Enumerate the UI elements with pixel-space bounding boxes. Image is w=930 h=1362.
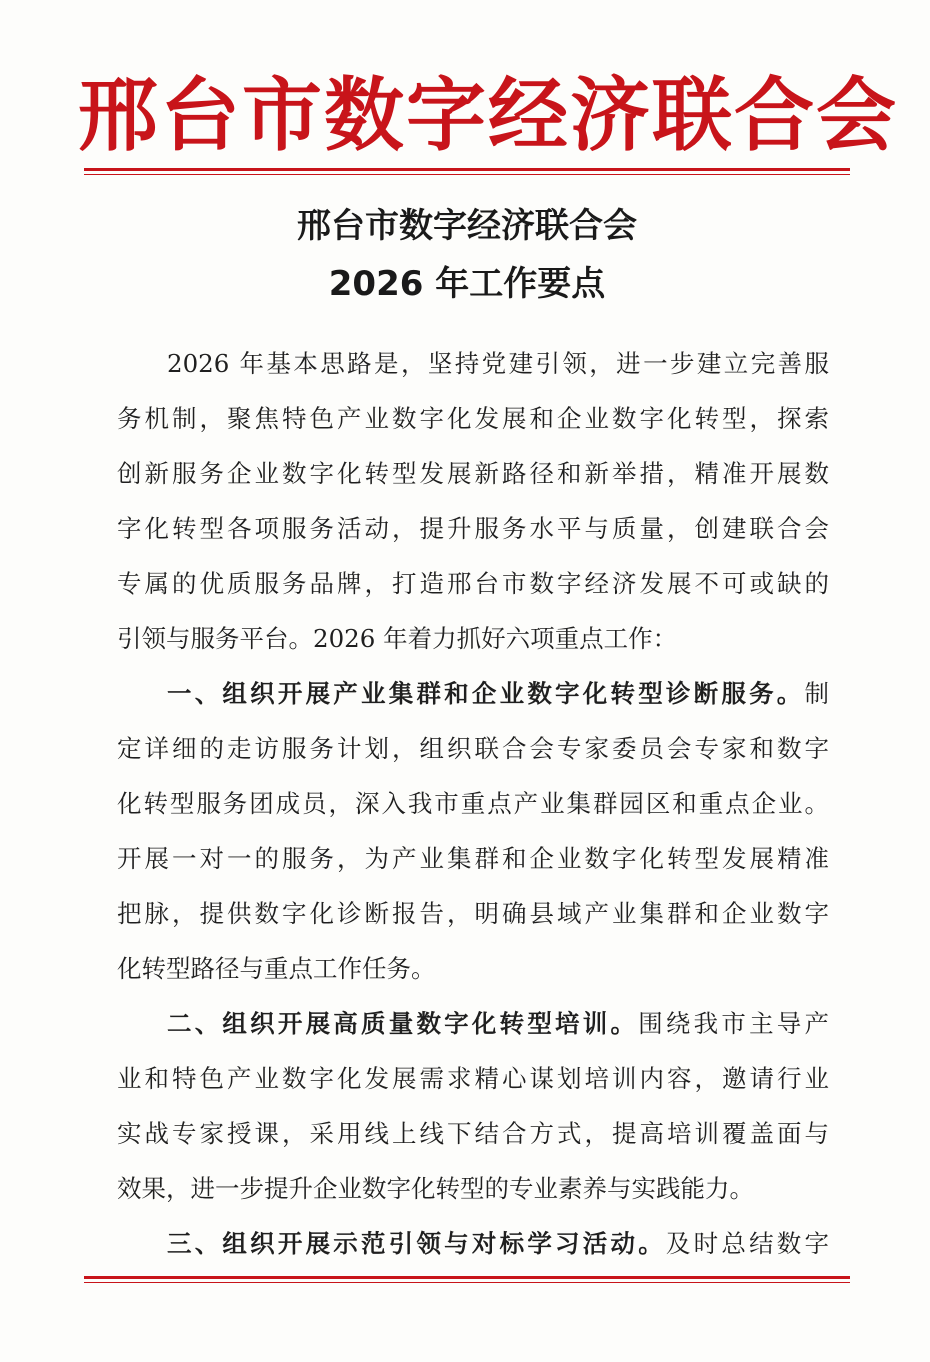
section3-heading: 三、组织开展示范引领与对标学习活动。	[167, 1229, 666, 1258]
intro-paragraph	[117, 340, 829, 670]
section1-line: 定详细的走访服务计划，组织联合会专家委员会专家和数字	[117, 734, 829, 763]
section2-line: 效果，进一步提升企业数字化转型的专业素养与实践能力。	[117, 1174, 754, 1203]
section3-first-tail: 及时总结数字	[665, 1229, 830, 1258]
intro-line: 引领与服务平台。2026 年着力抓好六项重点工作：	[117, 624, 678, 653]
intro-line: 专属的优质服务品牌，打造邢台市数字经济发展不可或缺的	[117, 569, 829, 598]
section2-line: 业和特色产业数字化发展需求精心谋划培训内容，邀请行业	[117, 1064, 829, 1093]
section3-paragraph	[117, 1220, 829, 1275]
section1-first-line	[117, 670, 829, 725]
document-title-line2: 2026 年工作要点	[328, 264, 606, 304]
section1-heading: 一、组织开展产业集群和企业数字化转型诊断服务。	[167, 679, 805, 708]
section1-line: 把脉，提供数字化诊断报告，明确县域产业集群和企业数字	[117, 899, 829, 928]
footer-divider-thin	[84, 1282, 850, 1283]
section3-first-line	[117, 1220, 829, 1275]
section1-line: 开展一对一的服务，为产业集群和企业数字化转型发展精准	[117, 844, 829, 873]
section1-line: 化转型路径与重点工作任务。	[117, 954, 436, 983]
section2-first-line	[117, 1000, 829, 1055]
intro-line: 字化转型各项服务活动，提升服务水平与质量，创建联合会	[117, 514, 829, 543]
section2-line: 实战专家授课，采用线上线下结合方式，提高培训覆盖面与	[117, 1119, 829, 1148]
letterhead-divider-thick	[84, 168, 850, 171]
section1-paragraph	[117, 670, 829, 1000]
intro-line: 2026 年基本思路是，坚持党建引领，进一步建立完善服	[167, 349, 829, 378]
letterhead-title: 邢台市数字经济联合会	[78, 69, 898, 162]
document-title-line1: 邢台市数字经济联合会	[297, 206, 637, 246]
section2-heading: 二、组织开展高质量数字化转型培训。	[167, 1009, 639, 1038]
document-body	[117, 340, 829, 1275]
section1-first-tail: 制	[804, 679, 829, 708]
section2-paragraph	[117, 1000, 829, 1220]
letterhead-divider-thin	[84, 174, 850, 175]
footer-divider-thick	[84, 1276, 850, 1279]
section1-line: 化转型服务团成员，深入我市重点产业集群园区和重点企业。	[117, 789, 829, 818]
intro-line: 创新服务企业数字化转型发展新路径和新举措，精准开展数	[117, 459, 829, 488]
intro-line: 务机制，聚焦特色产业数字化发展和企业数字化转型，探索	[117, 404, 829, 433]
section2-first-tail: 围绕我市主导产	[638, 1009, 830, 1038]
